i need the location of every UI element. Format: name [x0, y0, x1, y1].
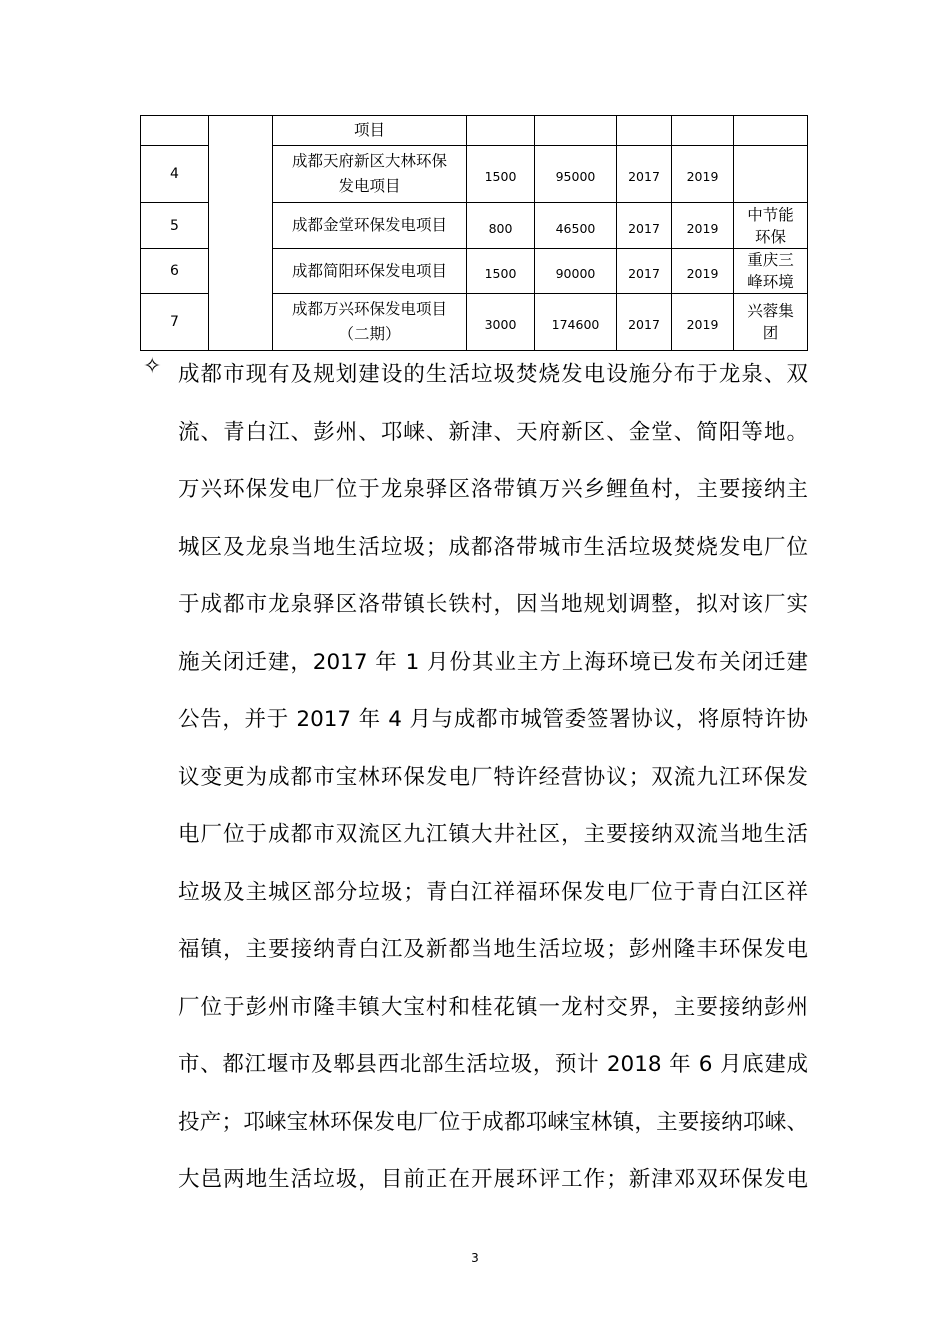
index-cell: 4 [141, 146, 209, 203]
operator-line: 重庆三 [747, 251, 794, 269]
paragraph-line: 电厂位于成都市双流区九江镇大井社区，主要接纳双流当地生活 [178, 822, 808, 847]
paragraph-line: 垃圾及主城区部分垃圾；青白江祥福环保发电厂位于青白江区祥 [178, 879, 808, 905]
index-cell: 6 [141, 249, 209, 294]
paragraph-line: 市、都江堰市及郫县西北部生活垃圾，预计 2018 年 6 月底建成 [178, 1052, 808, 1077]
operator-cell [734, 249, 808, 294]
category-cell [209, 116, 273, 351]
investment-cell: 90000 [535, 249, 617, 294]
index-cell [141, 116, 209, 146]
project-name-cell [273, 146, 467, 203]
paragraph-line: 福镇，主要接纳青白江及新都当地生活垃圾；彭州隆丰环保发电 [178, 937, 808, 962]
body-paragraph [178, 346, 808, 1209]
project-name-cell: 成都金堂环保发电项目 [273, 203, 467, 249]
end-year-cell: 2019 [672, 249, 734, 294]
operator-cell [734, 294, 808, 351]
paragraph-line: 施关闭迁建，2017 年 1 月份其业主方上海环境已发布关闭迁建 [178, 649, 808, 675]
bullet-diamond-icon: ✧ [143, 354, 162, 379]
investment-cell: 95000 [535, 146, 617, 203]
project-name-line: 成都天府新区大林环保 [291, 152, 447, 170]
paragraph-line: 厂位于彭州市隆丰镇大宝村和桂花镇一龙村交界，主要接纳彭州 [178, 994, 808, 1020]
project-name-cell: 成都简阳环保发电项目 [273, 249, 467, 294]
paragraph-line: 大邑两地生活垃圾，目前正在开展环评工作；新津邓双环保发电 [178, 1167, 808, 1192]
operator-cell [734, 203, 808, 249]
operator-line: 兴蓉集 [747, 302, 794, 320]
paragraph-line: 城区及龙泉当地生活垃圾；成都洛带城市生活垃圾焚烧发电厂位 [178, 534, 808, 560]
project-name-line: 成都万兴环保发电项目 [291, 300, 447, 318]
operator-line: 团 [762, 324, 779, 342]
project-name-cell: 项目 [273, 116, 467, 146]
paragraph-line: 万兴环保发电厂位于龙泉驿区洛带镇万兴乡鲤鱼村，主要接纳主 [178, 477, 808, 502]
investment-cell [535, 116, 617, 146]
capacity-cell: 1500 [467, 146, 535, 203]
page-number: 3 [471, 1251, 479, 1265]
end-year-cell [672, 116, 734, 146]
capacity-cell: 800 [467, 203, 535, 249]
operator-line: 环保 [754, 227, 786, 246]
start-year-cell: 2017 [617, 249, 672, 294]
operator-cell [734, 116, 808, 146]
operator-line: 中节能 [747, 205, 794, 224]
index-cell: 7 [141, 294, 209, 351]
project-table [140, 115, 808, 351]
operator-cell [734, 146, 808, 203]
paragraph-line: 投产；邛崃宝林环保发电厂位于成都邛崃宝林镇，主要接纳邛崃、 [178, 1109, 808, 1135]
project-name-line: 发电项目 [338, 177, 401, 195]
paragraph-line: 流、青白江、彭州、邛崃、新津、天府新区、金堂、简阳等地。 [178, 419, 808, 445]
investment-cell: 46500 [535, 203, 617, 249]
project-name-line: （二期） [338, 325, 401, 343]
start-year-cell: 2017 [617, 203, 672, 249]
operator-line: 峰环境 [747, 273, 794, 291]
end-year-cell: 2019 [672, 203, 734, 249]
capacity-cell: 3000 [467, 294, 535, 351]
capacity-cell: 1500 [467, 249, 535, 294]
start-year-cell [617, 116, 672, 146]
end-year-cell: 2019 [672, 146, 734, 203]
investment-cell: 174600 [535, 294, 617, 351]
paragraph-line: 成都市现有及规划建设的生活垃圾焚烧发电设施分布于龙泉、双 [178, 362, 808, 387]
project-name-cell [273, 294, 467, 351]
paragraph-line: 议变更为成都市宝林环保发电厂特许经营协议；双流九江环保发 [178, 764, 808, 790]
start-year-cell: 2017 [617, 146, 672, 203]
capacity-cell [467, 116, 535, 146]
end-year-cell: 2019 [672, 294, 734, 351]
start-year-cell: 2017 [617, 294, 672, 351]
paragraph-line: 公告，并于 2017 年 4 月与成都市城管委签署协议，将原特许协 [178, 707, 808, 732]
index-cell: 5 [141, 203, 209, 249]
table-row [141, 116, 808, 146]
paragraph-line: 于成都市龙泉驿区洛带镇长铁村，因当地规划调整，拟对该厂实 [178, 592, 808, 617]
